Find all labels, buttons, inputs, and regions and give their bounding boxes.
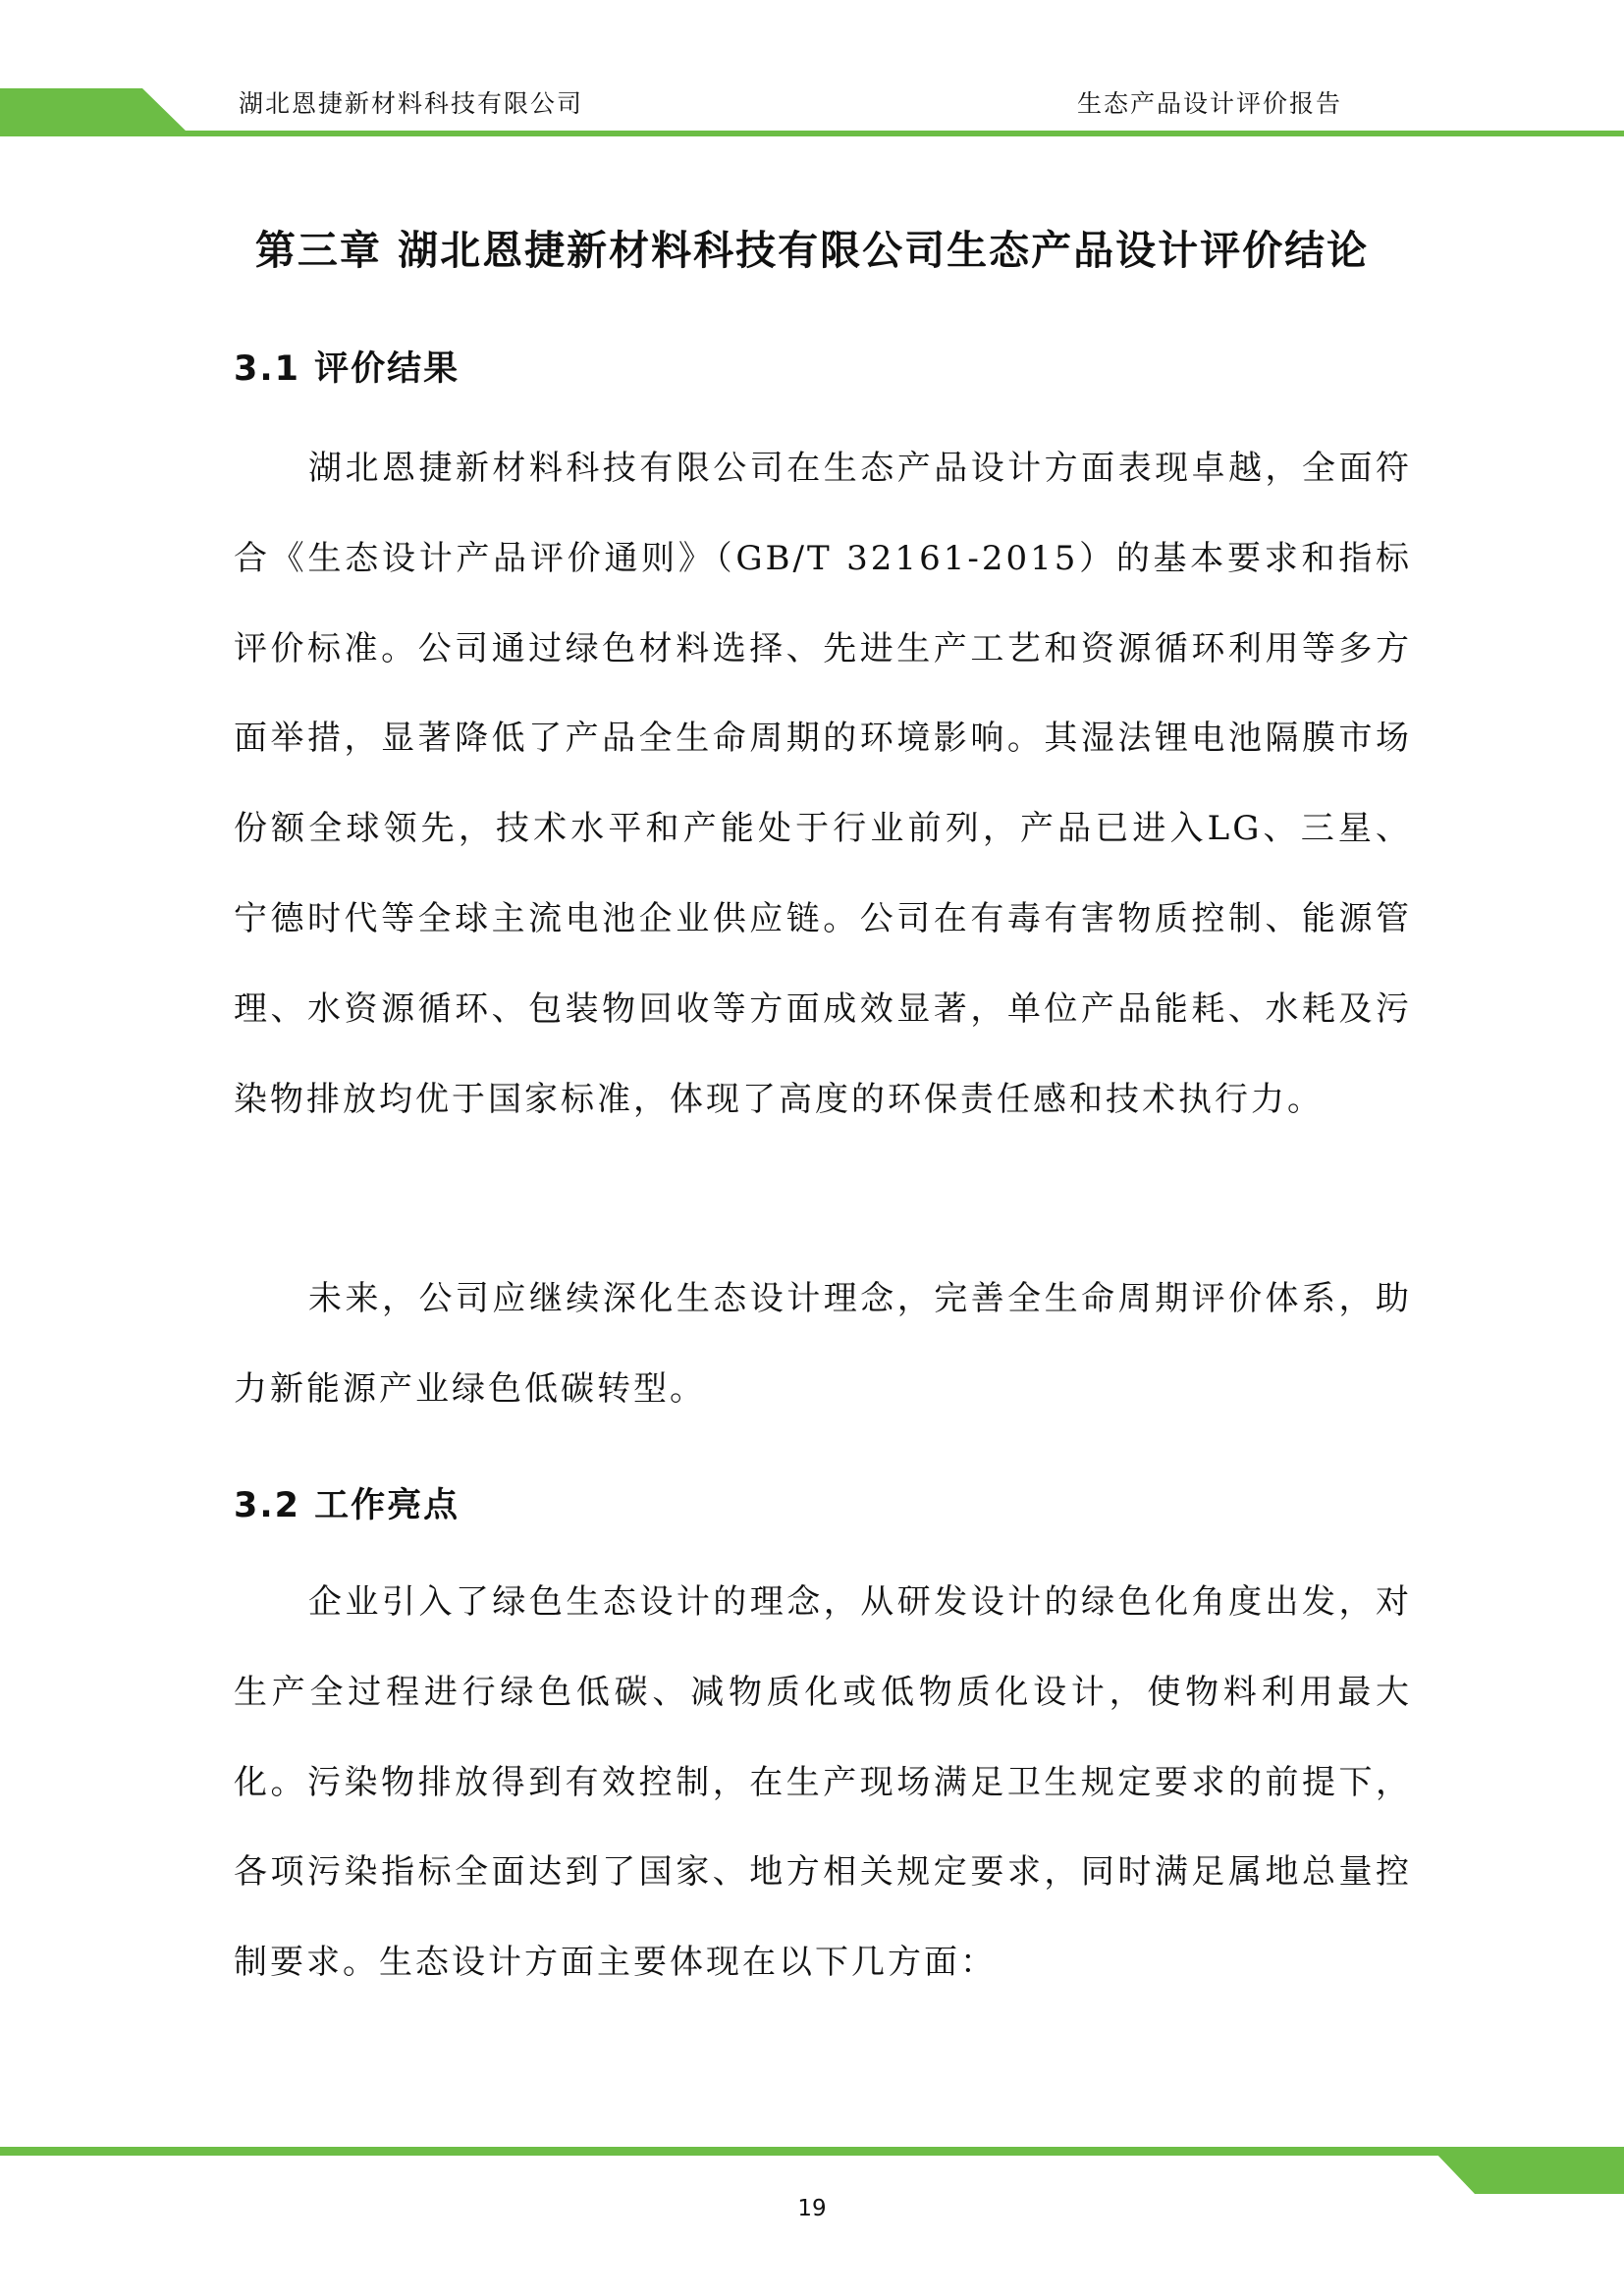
paragraph-highlights: 企业引入了绿色生态设计的理念，从研发设计的绿色化角度出发，对生产全过程进行绿色低碳、减物质化或低物质化设计，使物料利用最大化。污染物排放得到有效控制，在生产现场满足卫生规定要求的前提下，各项污染指标全面达到了国家、地方相关规定要求，同时满足属地总量控制要求。生态设计方面主要体现在以下几方面： xyxy=(234,1582,1412,1983)
header-company-name: 湖北恩捷新材料科技有限公司 xyxy=(239,89,584,118)
paragraph-future: 未来，公司应继续深化生态设计理念，完善全生命周期评价体系，助力新能源产业绿色低碳转型。 xyxy=(234,1279,1412,1409)
footer-green-tab xyxy=(1414,2151,1624,2194)
header-report-title: 生态产品设计评价报告 xyxy=(1077,89,1343,118)
chapter-title: 第三章 湖北恩捷新材料科技有限公司生态产品设计评价结论 xyxy=(254,227,1370,274)
paragraph-results: 湖北恩捷新材料科技有限公司在生态产品设计方面表现卓越，全面符合《生态设计产品评价通则》（GB/T 32161-2015）的基本要求和指标评价标准。公司通过绿色材料选择、先进生产工艺和资源循环利用等多方面举措，显著降低了产品全生命周期的环境影响。其湿法锂电池隔膜市场份额全球领先，技术水平和产能处于行业前列，产品已进入LG、三星、宁德时代等全球主流电池企业供应链。公司在有毒有害物质控制、能源管理、水资源循环、包装物回收等方面成效显著，单位产品能耗、水耗及污染物排放均优于国家标准，体现了高度的环保责任感和技术执行力。 xyxy=(234,449,1412,1119)
header-green-tab xyxy=(0,88,196,133)
header-rule xyxy=(0,131,1624,136)
page-number: 19 xyxy=(797,2196,827,2221)
section-heading-results: 3.1 评价结果 xyxy=(234,349,460,389)
footer-rule xyxy=(0,2147,1624,2156)
section-heading-highlights: 3.2 工作亮点 xyxy=(234,1486,460,1525)
